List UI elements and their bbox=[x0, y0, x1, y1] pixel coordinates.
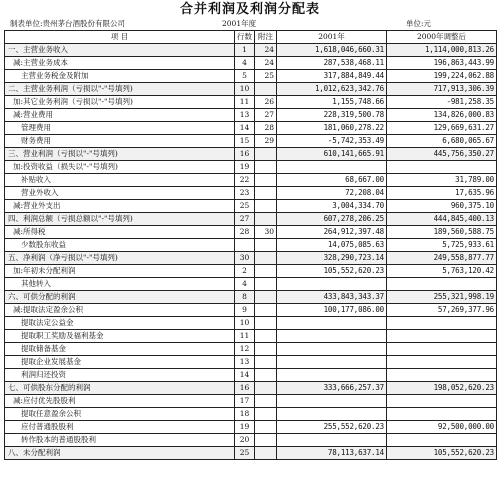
table-row bbox=[5, 200, 497, 213]
row-line-number: 25 bbox=[235, 447, 255, 460]
row-value-2001: 100,177,086.00 bbox=[277, 304, 387, 317]
row-value-2000 bbox=[387, 278, 497, 291]
row-value-2000 bbox=[387, 317, 497, 330]
row-value-2000: 6,680,065.67 bbox=[387, 135, 497, 148]
row-item-label: 一、主营业务收入 bbox=[5, 44, 235, 57]
table-row bbox=[5, 304, 497, 317]
row-value-2001: 68,667.00 bbox=[277, 174, 387, 187]
table-row bbox=[5, 187, 497, 200]
row-note-ref bbox=[255, 174, 277, 187]
table-row bbox=[5, 356, 497, 369]
row-item-label: 减:所得税 bbox=[5, 226, 235, 239]
row-value-2001: 287,538,468.11 bbox=[277, 57, 387, 70]
row-value-2001: 255,552,620.23 bbox=[277, 421, 387, 434]
row-line-number: 2 bbox=[235, 265, 255, 278]
column-header-row-no: 行数 bbox=[235, 31, 255, 44]
row-item-label: 管理费用 bbox=[5, 122, 235, 135]
row-value-2000 bbox=[387, 395, 497, 408]
row-item-label: 减:提取法定盈余公积 bbox=[5, 304, 235, 317]
row-value-2000: 92,500,000.00 bbox=[387, 421, 497, 434]
row-line-number: 19 bbox=[235, 421, 255, 434]
row-note-ref bbox=[255, 421, 277, 434]
row-note-ref bbox=[255, 213, 277, 226]
row-note-ref bbox=[255, 187, 277, 200]
table-row bbox=[5, 96, 497, 109]
table-row bbox=[5, 447, 497, 460]
row-note-ref bbox=[255, 356, 277, 369]
row-value-2001 bbox=[277, 434, 387, 447]
row-note-ref bbox=[255, 434, 277, 447]
row-item-label: 减:营业外支出 bbox=[5, 200, 235, 213]
row-value-2001 bbox=[277, 408, 387, 421]
row-line-number: 30 bbox=[235, 252, 255, 265]
row-note-ref bbox=[255, 200, 277, 213]
row-value-2001: 14,075,085.63 bbox=[277, 239, 387, 252]
row-item-label: 四、利润总额（亏损总额以"-"号填列) bbox=[5, 213, 235, 226]
row-value-2001: 607,278,206.25 bbox=[277, 213, 387, 226]
row-value-2000: 198,052,620.23 bbox=[387, 382, 497, 395]
row-value-2000: 249,558,877.77 bbox=[387, 252, 497, 265]
row-note-ref: 29 bbox=[255, 135, 277, 148]
row-value-2000: -981,258.35 bbox=[387, 96, 497, 109]
row-value-2001: 433,843,343.37 bbox=[277, 291, 387, 304]
row-item-label: 少数股东收益 bbox=[5, 239, 235, 252]
table-row bbox=[5, 226, 497, 239]
table-row bbox=[5, 70, 497, 83]
row-note-ref: 28 bbox=[255, 122, 277, 135]
row-value-2001: 328,290,723.14 bbox=[277, 252, 387, 265]
row-note-ref: 27 bbox=[255, 109, 277, 122]
row-item-label: 二、主营业务利润（亏损以"-"号填列) bbox=[5, 83, 235, 96]
row-value-2001: 78,113,637.14 bbox=[277, 447, 387, 460]
row-item-label: 应付普通股股利 bbox=[5, 421, 235, 434]
row-item-label: 提取任意盈余公积 bbox=[5, 408, 235, 421]
row-value-2000: 1,114,000,813.26 bbox=[387, 44, 497, 57]
row-item-label: 利润归还投资 bbox=[5, 369, 235, 382]
row-value-2001 bbox=[277, 369, 387, 382]
table-row bbox=[5, 44, 497, 57]
row-note-ref bbox=[255, 369, 277, 382]
row-value-2000: 196,863,443.99 bbox=[387, 57, 497, 70]
table-row bbox=[5, 57, 497, 70]
row-line-number: 13 bbox=[235, 356, 255, 369]
row-item-label: 加:年初未分配利润 bbox=[5, 265, 235, 278]
row-value-2001: 72,208.04 bbox=[277, 187, 387, 200]
row-note-ref bbox=[255, 382, 277, 395]
row-line-number: 18 bbox=[235, 408, 255, 421]
table-row bbox=[5, 278, 497, 291]
row-value-2000: 960,375.10 bbox=[387, 200, 497, 213]
table-row bbox=[5, 213, 497, 226]
row-value-2001: 1,012,623,342.76 bbox=[277, 83, 387, 96]
row-value-2000 bbox=[387, 343, 497, 356]
row-item-label: 财务费用 bbox=[5, 135, 235, 148]
row-value-2001: 181,060,278.22 bbox=[277, 122, 387, 135]
row-line-number: 15 bbox=[235, 135, 255, 148]
table-row bbox=[5, 369, 497, 382]
row-value-2000: 255,321,998.19 bbox=[387, 291, 497, 304]
row-line-number: 4 bbox=[235, 278, 255, 291]
row-note-ref: 24 bbox=[255, 44, 277, 57]
table-row bbox=[5, 252, 497, 265]
row-value-2000 bbox=[387, 369, 497, 382]
row-note-ref bbox=[255, 291, 277, 304]
row-value-2001: 1,618,046,660.31 bbox=[277, 44, 387, 57]
row-value-2001: -5,742,353.49 bbox=[277, 135, 387, 148]
row-note-ref: 24 bbox=[255, 57, 277, 70]
row-item-label: 减:主营业务成本 bbox=[5, 57, 235, 70]
row-value-2000: 134,826,000.83 bbox=[387, 109, 497, 122]
row-note-ref: 26 bbox=[255, 96, 277, 109]
table-row bbox=[5, 291, 497, 304]
row-item-label: 加:投资收益（损失以"-"号填列) bbox=[5, 161, 235, 174]
row-line-number: 16 bbox=[235, 382, 255, 395]
row-note-ref: 25 bbox=[255, 70, 277, 83]
row-item-label: 提取职工奖励及福利基金 bbox=[5, 330, 235, 343]
row-line-number: 22 bbox=[235, 174, 255, 187]
row-value-2001 bbox=[277, 317, 387, 330]
row-value-2000: 31,789.00 bbox=[387, 174, 497, 187]
row-item-label: 加:其它业务利润（亏损以"-"号填列) bbox=[5, 96, 235, 109]
unit-label: 单位:元 bbox=[406, 19, 432, 28]
row-value-2001 bbox=[277, 330, 387, 343]
row-value-2000: 444,845,400.13 bbox=[387, 213, 497, 226]
row-value-2001: 610,141,665.91 bbox=[277, 148, 387, 161]
row-value-2000: 199,224,062.88 bbox=[387, 70, 497, 83]
table-body bbox=[5, 44, 497, 460]
row-item-label: 提取法定公益金 bbox=[5, 317, 235, 330]
table-row bbox=[5, 382, 497, 395]
table-row bbox=[5, 395, 497, 408]
row-note-ref bbox=[255, 265, 277, 278]
table-row bbox=[5, 109, 497, 122]
row-line-number: 10 bbox=[235, 317, 255, 330]
column-header-note: 附注 bbox=[255, 31, 277, 44]
column-header-item: 项 目 bbox=[5, 31, 235, 44]
statement-meta bbox=[4, 18, 496, 29]
row-note-ref bbox=[255, 343, 277, 356]
row-note-ref bbox=[255, 330, 277, 343]
row-line-number: 14 bbox=[235, 122, 255, 135]
column-header-2000: 2000年调整后 bbox=[387, 31, 497, 44]
row-value-2000 bbox=[387, 161, 497, 174]
row-line-number: 16 bbox=[235, 148, 255, 161]
row-value-2000 bbox=[387, 330, 497, 343]
row-value-2001 bbox=[277, 278, 387, 291]
row-item-label: 补贴收入 bbox=[5, 174, 235, 187]
year-label: 2001年度 bbox=[222, 19, 257, 28]
table-row bbox=[5, 330, 497, 343]
table-row bbox=[5, 421, 497, 434]
table-row bbox=[5, 317, 497, 330]
row-note-ref bbox=[255, 252, 277, 265]
row-value-2000: 17,635.96 bbox=[387, 187, 497, 200]
row-value-2000: 105,552,620.23 bbox=[387, 447, 497, 460]
row-note-ref bbox=[255, 447, 277, 460]
row-line-number: 23 bbox=[235, 187, 255, 200]
row-line-number: 28 bbox=[235, 226, 255, 239]
row-line-number: 19 bbox=[235, 161, 255, 174]
row-note-ref bbox=[255, 317, 277, 330]
row-value-2001: 105,552,620.23 bbox=[277, 265, 387, 278]
row-item-label: 六、可供分配的利润 bbox=[5, 291, 235, 304]
row-note-ref: 30 bbox=[255, 226, 277, 239]
row-line-number: 4 bbox=[235, 57, 255, 70]
table-row bbox=[5, 239, 497, 252]
row-value-2000: 57,269,377.96 bbox=[387, 304, 497, 317]
row-note-ref bbox=[255, 278, 277, 291]
row-value-2001: 3,004,334.70 bbox=[277, 200, 387, 213]
row-item-label: 其他转入 bbox=[5, 278, 235, 291]
table-row bbox=[5, 148, 497, 161]
table-row bbox=[5, 122, 497, 135]
row-note-ref bbox=[255, 304, 277, 317]
row-value-2000: 5,763,120.42 bbox=[387, 265, 497, 278]
row-item-label: 五、净利润（净亏损以"-"号填列) bbox=[5, 252, 235, 265]
row-note-ref bbox=[255, 161, 277, 174]
row-item-label: 七、可供股东分配的利润 bbox=[5, 382, 235, 395]
row-line-number: 17 bbox=[235, 395, 255, 408]
row-value-2001: 1,155,748.66 bbox=[277, 96, 387, 109]
table-row bbox=[5, 343, 497, 356]
row-note-ref bbox=[255, 83, 277, 96]
row-line-number: 27 bbox=[235, 213, 255, 226]
row-line-number: 12 bbox=[235, 343, 255, 356]
row-value-2001: 228,319,500.78 bbox=[277, 109, 387, 122]
row-item-label: 减:应付优先股股利 bbox=[5, 395, 235, 408]
row-value-2001 bbox=[277, 343, 387, 356]
row-line-number: 13 bbox=[235, 109, 255, 122]
table-row bbox=[5, 135, 497, 148]
row-line-number: 9 bbox=[235, 304, 255, 317]
row-value-2000 bbox=[387, 356, 497, 369]
column-header-2001: 2001年 bbox=[277, 31, 387, 44]
row-value-2001 bbox=[277, 356, 387, 369]
row-item-label: 提取企业发展基金 bbox=[5, 356, 235, 369]
row-value-2000 bbox=[387, 434, 497, 447]
row-line-number: 5 bbox=[235, 70, 255, 83]
row-line-number: 20 bbox=[235, 434, 255, 447]
row-value-2001 bbox=[277, 161, 387, 174]
row-line-number: 25 bbox=[235, 200, 255, 213]
row-note-ref bbox=[255, 148, 277, 161]
row-note-ref bbox=[255, 239, 277, 252]
row-value-2001: 264,912,397.48 bbox=[277, 226, 387, 239]
row-value-2000 bbox=[387, 408, 497, 421]
row-note-ref bbox=[255, 395, 277, 408]
table-row bbox=[5, 265, 497, 278]
row-line-number bbox=[235, 239, 255, 252]
income-statement-table bbox=[4, 30, 497, 460]
table-row bbox=[5, 83, 497, 96]
table-row bbox=[5, 408, 497, 421]
row-item-label: 营业外收入 bbox=[5, 187, 235, 200]
row-line-number: 14 bbox=[235, 369, 255, 382]
company-label: 制表单位:贵州茅台酒股份有限公司 bbox=[10, 19, 126, 28]
row-item-label: 转作股本的普通股股利 bbox=[5, 434, 235, 447]
row-value-2000: 717,913,306.39 bbox=[387, 83, 497, 96]
row-line-number: 10 bbox=[235, 83, 255, 96]
row-value-2000: 129,669,631.27 bbox=[387, 122, 497, 135]
table-header-row bbox=[5, 31, 497, 44]
row-item-label: 八、未分配利润 bbox=[5, 447, 235, 460]
statement-title: 合并利润及利润分配表 bbox=[179, 2, 320, 17]
row-value-2001: 333,666,257.37 bbox=[277, 382, 387, 395]
row-line-number: 8 bbox=[235, 291, 255, 304]
row-line-number: 11 bbox=[235, 330, 255, 343]
table-row bbox=[5, 434, 497, 447]
row-value-2001 bbox=[277, 395, 387, 408]
row-line-number: 1 bbox=[235, 44, 255, 57]
row-item-label: 提取储备基金 bbox=[5, 343, 235, 356]
row-value-2001: 317,884,849.44 bbox=[277, 70, 387, 83]
row-item-label: 减:营业费用 bbox=[5, 109, 235, 122]
row-line-number: 11 bbox=[235, 96, 255, 109]
row-note-ref bbox=[255, 408, 277, 421]
table-row bbox=[5, 161, 497, 174]
row-value-2000: 445,756,350.27 bbox=[387, 148, 497, 161]
row-value-2000: 5,725,933.61 bbox=[387, 239, 497, 252]
row-item-label: 主营业务税金及附加 bbox=[5, 70, 235, 83]
table-row bbox=[5, 174, 497, 187]
row-value-2000: 189,560,588.75 bbox=[387, 226, 497, 239]
row-item-label: 三、营业利润（亏损以"-"号填列) bbox=[5, 148, 235, 161]
